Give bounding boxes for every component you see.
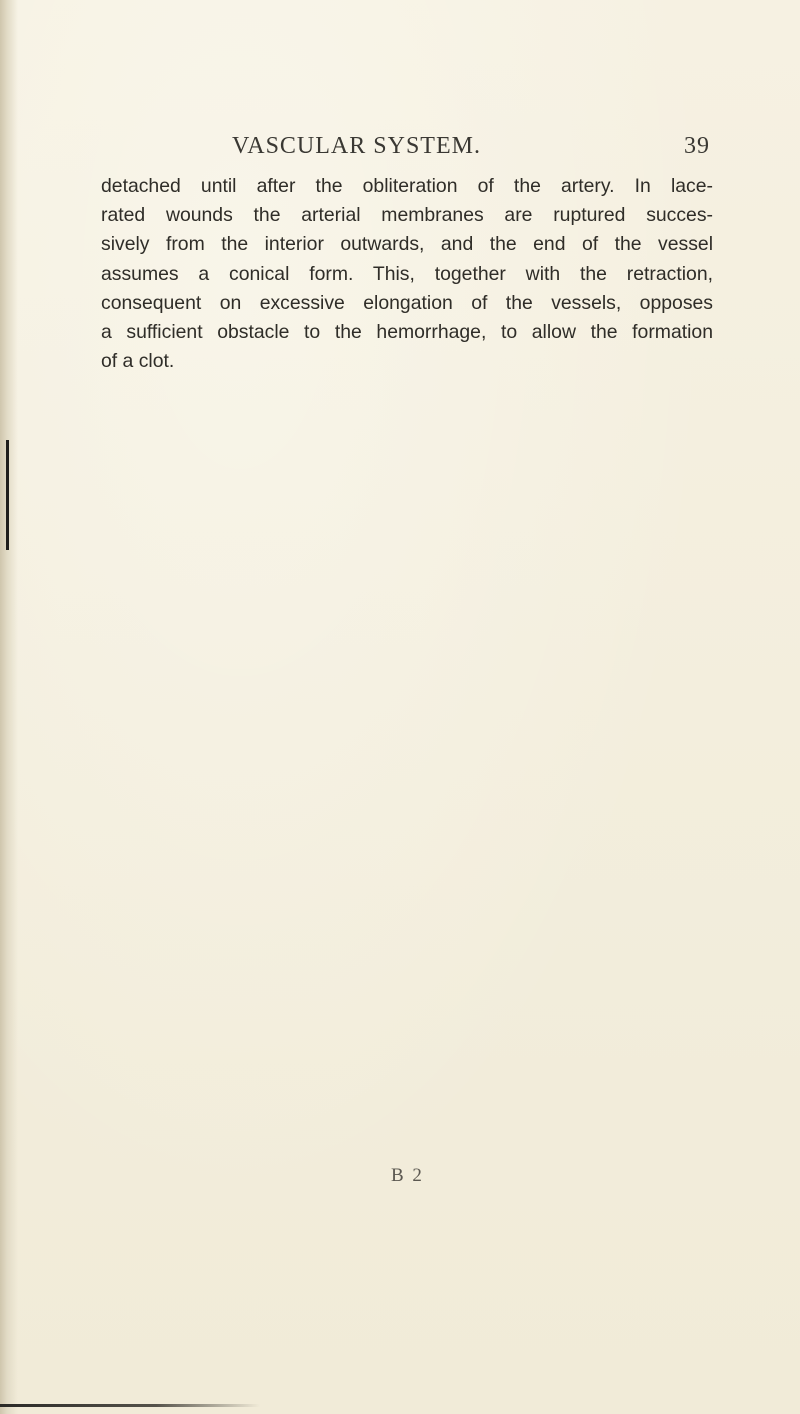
margin-rule-bottom: [0, 1404, 260, 1407]
binding-gutter: [0, 0, 18, 1414]
text-line: assumes a conical form. This, together with the retraction,: [101, 262, 713, 285]
running-head: [232, 133, 710, 163]
text-line: rated wounds the arterial membranes are ruptured succes-: [101, 204, 713, 227]
page-number: 39: [684, 133, 710, 159]
text-line: consequent on excessive elongation of the vessels, opposes: [101, 291, 713, 314]
text-line: sively from the interior outwards, and the end of the vessel: [101, 233, 713, 256]
margin-rule-left: [6, 440, 9, 550]
running-head-title: VASCULAR SYSTEM.: [232, 133, 481, 159]
signature-mark: B 2: [391, 1165, 424, 1186]
text-line: of a clot.: [101, 350, 175, 373]
body-paragraph: [101, 172, 713, 376]
text-line: detached until after the obliteration of the artery. In lace-: [101, 175, 713, 197]
text-line: a sufficient obstacle to the hemorrhage, to allow the formation: [101, 321, 713, 344]
